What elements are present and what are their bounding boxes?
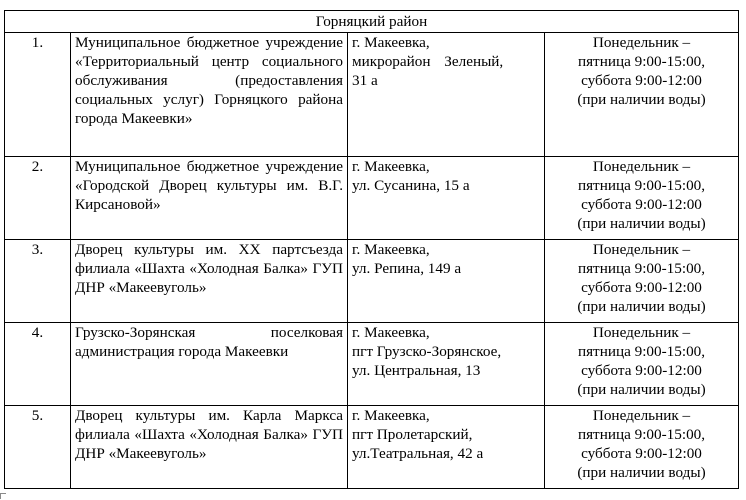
hours-line: пятница 9:00-15:00, — [577, 53, 706, 70]
address-line: ул. Сусанина, 15 а — [352, 177, 470, 194]
hours-line: суббота 9:00-12:00 — [581, 362, 702, 379]
hours-line: Понедельник – — [592, 324, 691, 341]
institution-name: Дворец культуры им. Карла Маркса филиала «Шахта «Холодная Балка» ГУП ДНР «Макеевуголь» — [71, 406, 348, 489]
address-line: пгт Пролетарский, — [352, 426, 473, 443]
working-hours — [545, 406, 739, 489]
table-row — [5, 33, 739, 157]
address-line: г. Макеевка, — [352, 34, 430, 51]
table-row — [5, 406, 739, 489]
district-header: Горняцкий район — [5, 11, 739, 33]
hours-line: Понедельник – — [592, 34, 691, 51]
address-line: ул.Театральная, 42 а — [352, 445, 484, 462]
address-line: г. Макеевка, — [352, 407, 430, 424]
address — [348, 240, 545, 323]
address-line: г. Макеевка, — [352, 324, 430, 341]
address — [348, 406, 545, 489]
hours-line: пятница 9:00-15:00, — [577, 260, 706, 277]
hours-line: пятница 9:00-15:00, — [577, 426, 706, 443]
hours-line: Понедельник – — [592, 407, 691, 424]
hours-line: Понедельник – — [592, 241, 691, 258]
working-hours — [545, 240, 739, 323]
locations-table — [4, 10, 739, 489]
page-corner-marker — [0, 493, 6, 499]
institution-name: Дворец культуры им. ХХ партсъезда филиала «Шахта «Холодная Балка» ГУП ДНР «Макеевуголь» — [71, 240, 348, 323]
hours-line: (при наличии воды) — [577, 464, 706, 481]
address-line: ул. Репина, 149 а — [352, 260, 462, 277]
address — [348, 323, 545, 406]
row-number: 5. — [5, 406, 71, 489]
table-row — [5, 323, 739, 406]
hours-line: суббота 9:00-12:00 — [581, 445, 702, 462]
working-hours — [545, 33, 739, 157]
row-number: 2. — [5, 157, 71, 240]
district-header-row — [5, 11, 739, 33]
address-line: г. Макеевка, — [352, 158, 430, 175]
address-line: г. Макеевка, — [352, 241, 430, 258]
hours-line: (при наличии воды) — [577, 215, 706, 232]
institution-name: Муниципальное бюджетное учреждение «Городской Дворец культуры им. В.Г. Кирсановой» — [71, 157, 348, 240]
hours-line: суббота 9:00-12:00 — [581, 279, 702, 296]
institution-name: Муниципальное бюджетное учреждение «Территориальный центр социального обслуживания (предоставления социальных услуг) Горняцкого района города Макеевки» — [71, 33, 348, 157]
row-number: 3. — [5, 240, 71, 323]
address — [348, 157, 545, 240]
address — [348, 33, 545, 157]
hours-line: пятница 9:00-15:00, — [577, 343, 706, 360]
address-line: пгт Грузско-Зорянское, — [352, 343, 502, 360]
hours-line: суббота 9:00-12:00 — [581, 196, 702, 213]
hours-line: (при наличии воды) — [577, 298, 706, 315]
working-hours — [545, 157, 739, 240]
address-line: ул. Центральная, 13 — [352, 362, 481, 379]
address-line: микрорайон Зеленый, — [352, 53, 504, 70]
institution-name: Грузско-Зорянская поселковая администрация города Макеевки — [71, 323, 348, 406]
hours-line: пятница 9:00-15:00, — [577, 177, 706, 194]
table-row — [5, 157, 739, 240]
hours-line: (при наличии воды) — [577, 381, 706, 398]
hours-line: суббота 9:00-12:00 — [581, 72, 702, 89]
working-hours — [545, 323, 739, 406]
row-number: 4. — [5, 323, 71, 406]
hours-line: (при наличии воды) — [577, 91, 706, 108]
table-row — [5, 240, 739, 323]
row-number: 1. — [5, 33, 71, 157]
hours-line: Понедельник – — [592, 158, 691, 175]
address-line: 31 а — [352, 72, 378, 89]
